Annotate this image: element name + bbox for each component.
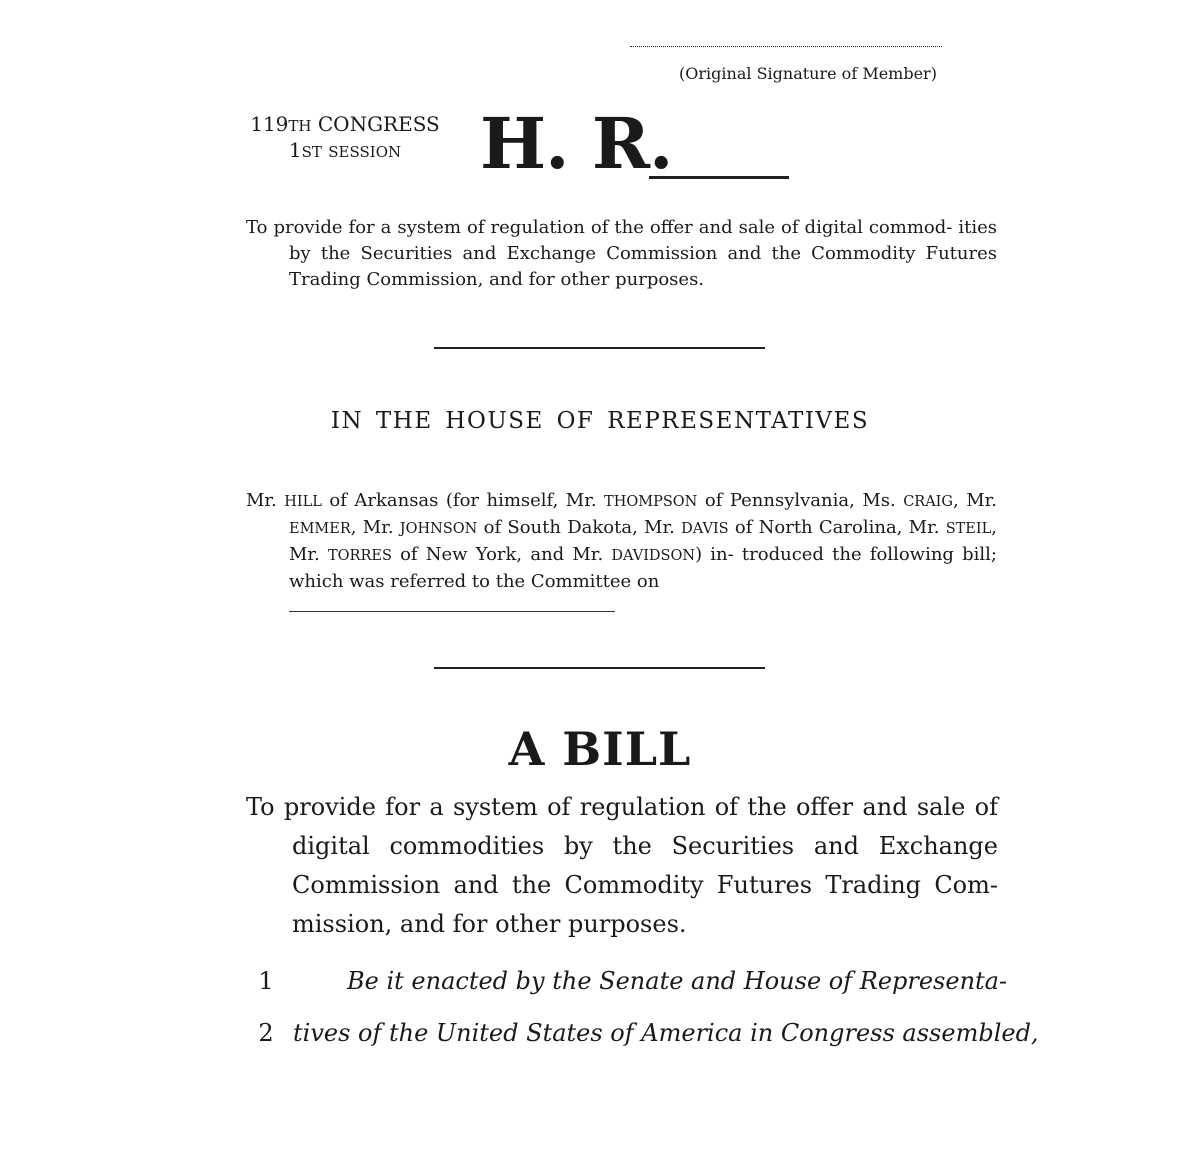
bill-type-heading: H. R. [480,102,673,185]
session-number: 1 [288,138,302,162]
sponsor-name: CRAIG [903,494,953,510]
long-title: To provide for a system of regulation of the offer and sale of digital commodities by the Securities and Exchange Commission and the Commodity Futures Trading Com- mission, and for other purposes. [246,793,998,938]
sponsor-name: STEIL [945,521,992,537]
session-word: SESSION [328,143,402,161]
bill-heading: A BILL [508,722,692,776]
sponsor-text: , Mr. [289,517,997,565]
sponsor-text: of New York, and Mr. [391,544,612,565]
sponsor-name: TORRES [327,548,392,564]
sponsor-name: THOMPSON [604,494,698,510]
sponsor-name: DAVIDSON [611,548,696,564]
sponsor-text: Mr. [246,490,285,511]
sponsor-text: of South Dakota, Mr. [477,517,682,538]
sponsor-name: DAVIS [681,521,729,537]
divider-rule [434,347,765,349]
chamber-heading: IN THE HOUSE OF REPRESENTATIVES [330,408,870,434]
sponsor-text: of Arkansas (for himself, Mr. [321,490,605,511]
congress-number: 119 [250,112,289,136]
congress-session-block [240,112,450,164]
line-number: 2 [258,1019,274,1047]
sponsor-text: of North Carolina, Mr. [728,517,946,538]
sponsors-paragraph [246,488,997,595]
signature-line [630,46,942,47]
sponsor-text: ) in- troduced the following bill; which was referred to the Committee on [289,544,997,592]
divider-rule [434,667,765,669]
enacting-clause-line: Be it enacted by the Senate and House of Representa- [347,967,1008,995]
session-line [240,138,450,164]
session-suffix: ST [301,143,322,161]
enacting-clause-line: tives of the United States of America in Congress assembled, [293,1019,1039,1047]
committee-blank [289,611,615,612]
short-title: To provide for a system of regulation of the offer and sale of digital commod- ities by the Securities and Exchange Commission and the Commodity Futures Trading Commission, and for other purposes. [246,217,997,290]
sponsor-name: JOHNSON [399,521,478,537]
line-number: 1 [258,967,274,995]
congress-suffix: TH [288,117,312,135]
bill-number-blank [649,176,789,179]
signature-caption: (Original Signature of Member) [679,64,937,83]
sponsor-text: , Mr. [953,490,997,511]
sponsor-text: , Mr. [350,517,400,538]
sponsor-name: HILL [284,494,322,510]
sponsor-name: EMMER [289,521,351,537]
sponsor-text: of Pennsylvania, Ms. [697,490,904,511]
congress-line [240,112,450,138]
congress-word: CONGRESS [317,112,440,136]
